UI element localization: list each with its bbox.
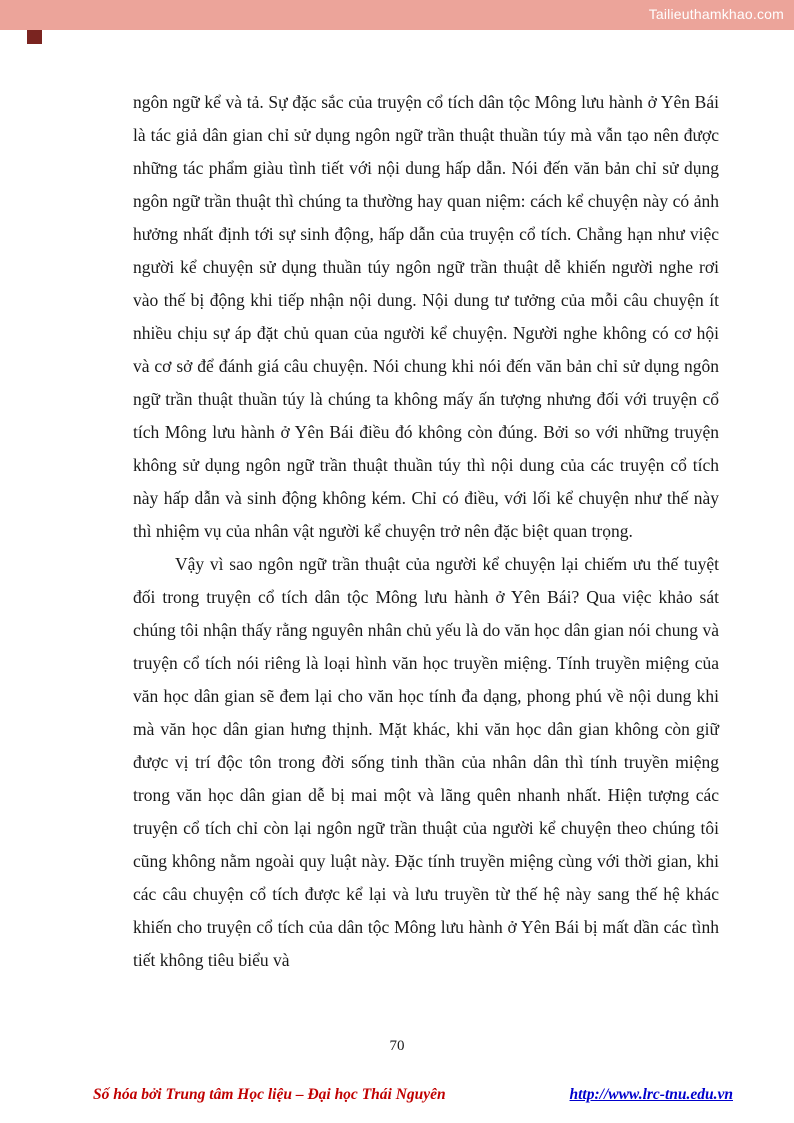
page-footer xyxy=(93,1086,733,1104)
watermark-site-link[interactable]: Tailieuthamkhao.com xyxy=(648,6,784,22)
page-number: 70 xyxy=(389,1038,405,1054)
document-body xyxy=(133,86,719,977)
paragraph: ngôn ngữ kể và tả. Sự đặc sắc của truyện cổ tích dân tộc Mông lưu hành ở Yên Bái là tác giả dân gian chỉ sử dụng ngôn ngữ trần thuật thuần túy mà vẫn tạo nên được những tác phẩm giàu tình tiết với nội dung hấp dẫn. Nói đến văn bản chỉ sử dụng ngôn ngữ trần thuật thì chúng ta thường hay quan niệm: cách kể chuyện này có ảnh hưởng nhất định tới sự sinh động, hấp dẫn của truyện cổ tích. Chẳng hạn như việc người kể chuyện sử dụng thuần túy ngôn ngữ trần thuật dễ khiến người nghe rơi vào thế bị động khi tiếp nhận nội dung. Nội dung tư tưởng của mỗi câu chuyện ít nhiều chịu sự áp đặt chủ quan của người kể chuyện. Người nghe không có cơ hội và cơ sở để đánh giá câu chuyện. Nói chung khi nói đến văn bản chỉ sử dụng ngôn ngữ trần thuật thuần túy là chúng ta không mấy ấn tượng nhưng đối với truyện cổ tích Mông lưu hành ở Yên Bái điều đó không còn đúng. Bởi so với những truyện không sử dụng ngôn ngữ trần thuật thuần túy thì nội dung của các truyện cổ tích này hấp dẫn và sinh động không kém. Chỉ có điều, với lối kể chuyện như thế này thì nhiệm vụ của nhân vật người kể chuyện trở nên đặc biệt quan trọng. xyxy=(133,92,719,541)
paragraph: Vậy vì sao ngôn ngữ trần thuật của người kể chuyện lại chiếm ưu thế tuyệt đối trong truyện cổ tích dân tộc Mông lưu hành ở Yên Bái? Qua việc khảo sát chúng tôi nhận thấy rằng nguyên nhân chủ yếu là do văn học dân gian nói chung và truyện cổ tích nói riêng là loại hình văn học truyền miệng. Tính truyền miệng của văn học dân gian sẽ đem lại cho văn học tính đa dạng, phong phú về nội dung khi mà văn học dân gian hưng thịnh. Mặt khác, khi văn học dân gian không còn giữ được vị trí độc tôn trong đời sống tinh thần của nhân dân thì tính truyền miệng trong văn học dân gian dễ bị mai một và lãng quên nhanh nhất. Hiện tượng các truyện cổ tích chỉ còn lại ngôn ngữ trần thuật của người kể chuyện theo chúng tôi cũng không nằm ngoài quy luật này. Đặc tính truyền miệng cùng với thời gian, khi các câu chuyện cổ tích được kể lại và lưu truyền từ thế hệ này sang thế hệ khác khiến cho truyện cổ tích của dân tộc Mông lưu hành ở Yên Bái bị mất dần các tình tiết không tiêu biểu và xyxy=(133,554,719,970)
library-url-link[interactable]: http://www.lrc-tnu.edu.vn xyxy=(569,1086,733,1103)
digitization-credit: Số hóa bởi Trung tâm Học liệu – Đại học Thái Nguyên xyxy=(93,1086,446,1103)
red-square-marker xyxy=(27,30,42,44)
watermark-topbar xyxy=(0,0,794,30)
